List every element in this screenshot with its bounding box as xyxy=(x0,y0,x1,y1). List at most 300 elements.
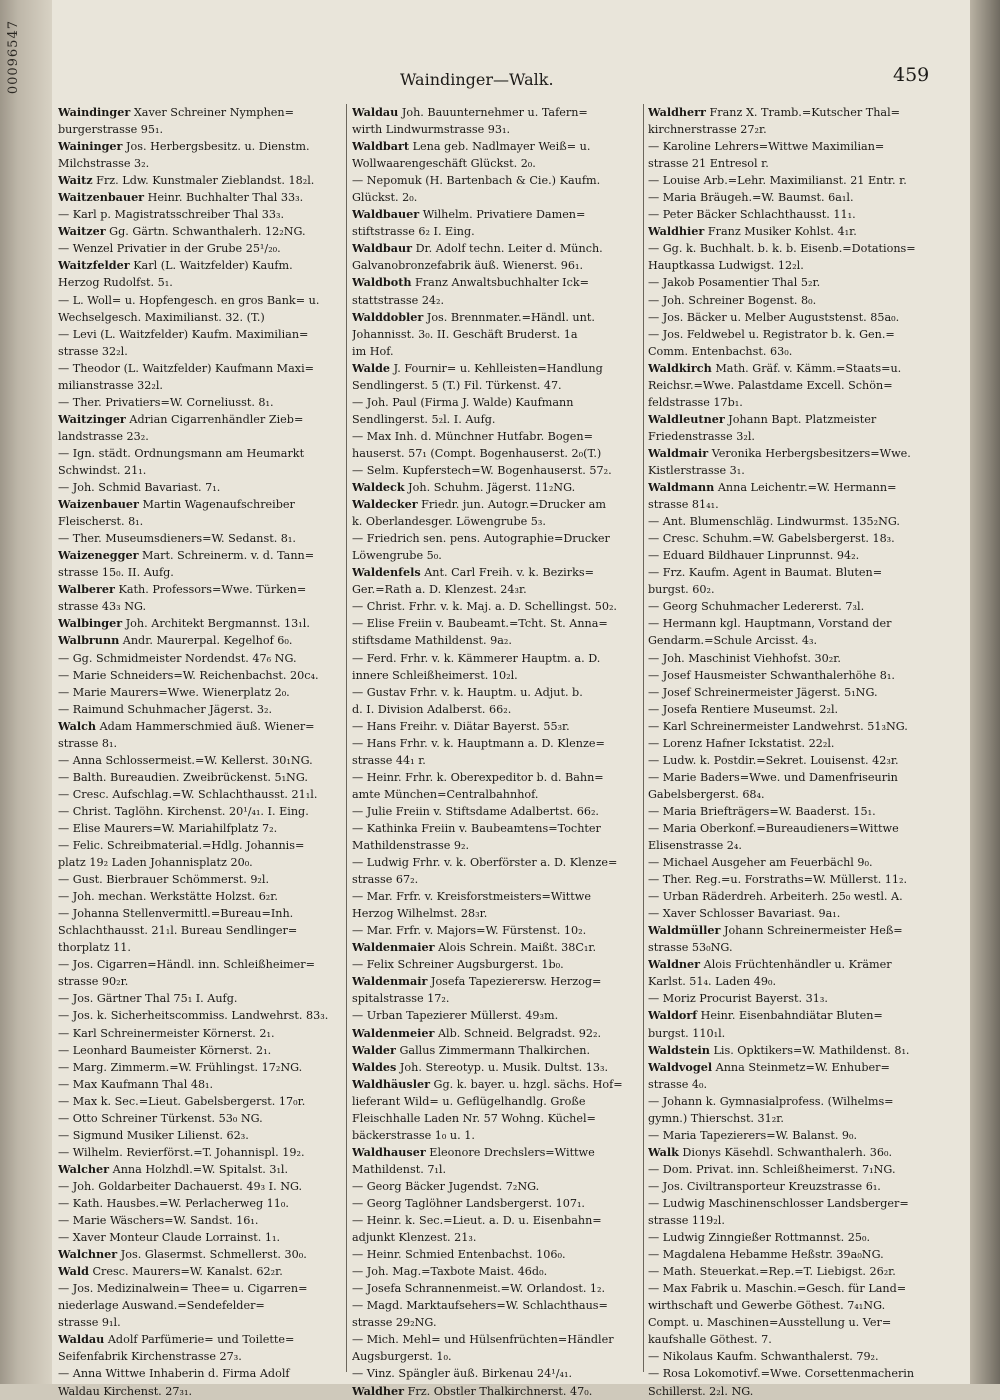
entry-text: Glückst. 2₀. xyxy=(352,191,418,205)
entry-text: — Math. Steuerkat.=Rep.=T. Liebigst. 26₂r. xyxy=(648,1265,896,1279)
directory-entry-line xyxy=(648,684,940,701)
directory-entry-line xyxy=(58,1383,350,1400)
directory-entry-line xyxy=(648,155,940,172)
surname: Waldbaur xyxy=(352,241,413,256)
directory-entry-line xyxy=(352,1059,644,1076)
directory-entry-line xyxy=(648,104,940,121)
surname: Waldhauser xyxy=(352,1144,426,1159)
directory-entry-line xyxy=(648,343,940,360)
entry-text: Wollwaarengeschäft Glückst. 2₀. xyxy=(352,157,536,171)
entry-text: strasse 53₀NG. xyxy=(648,941,733,955)
directory-entry-line xyxy=(648,803,940,820)
directory-entry-line xyxy=(648,326,940,343)
entry-text: kirchnerstrasse 27₂r. xyxy=(648,123,767,137)
directory-entry-line xyxy=(352,564,644,581)
directory-entry-line xyxy=(58,701,350,718)
entry-text: im Hof. xyxy=(352,344,394,358)
directory-entry-line xyxy=(58,786,350,803)
entry-text: — Dom. Privat. inn. Schleißheimerst. 7₁NG. xyxy=(648,1162,896,1176)
directory-entry-line xyxy=(648,394,940,411)
directory-entry-line xyxy=(58,479,350,496)
surname: Waitzenbauer xyxy=(58,190,145,205)
entry-text: — Maria Oberkonf.=Bureaudieners=Wittwe xyxy=(648,821,899,835)
entry-text: — Mar. Frfr. v. Majors=W. Fürstenst. 10₂. xyxy=(352,924,587,938)
directory-entry-line xyxy=(352,1076,644,1093)
directory-entry-line xyxy=(58,581,350,598)
directory-entry-line xyxy=(58,1314,350,1331)
surname: Waldhäusler xyxy=(352,1076,430,1091)
directory-entry-line xyxy=(352,462,644,479)
directory-entry-line xyxy=(352,1280,644,1297)
entry-text: — Nikolaus Kaufm. Schwanthalerst. 79₂. xyxy=(648,1350,879,1364)
entry-text: — Eduard Bildhauer Linprunnst. 94₂. xyxy=(648,549,860,563)
directory-entry-line xyxy=(648,138,940,155)
directory-entry-line xyxy=(58,138,350,155)
entry-text: adjunkt Klenzest. 21₃. xyxy=(352,1231,477,1245)
entry-text: Gallus Zimmermann Thalkirchen. xyxy=(395,1043,591,1057)
surname: Waldeck xyxy=(352,480,405,495)
directory-entry-line xyxy=(648,292,940,309)
entry-text: Gg. k. bayer. u. hzgl. sächs. Hof= xyxy=(430,1077,623,1091)
directory-entry-line xyxy=(58,854,350,871)
entry-text: — Jos. Civiltransporteur Kreuzstrasse 6₁. xyxy=(648,1179,881,1193)
entry-text: Andr. Maurerpal. Kegelhof 6₀. xyxy=(119,634,293,648)
entry-text: Mathildenstrasse 9₂. xyxy=(352,839,470,853)
entry-text: Heinr. Buchhalter Thal 33₃. xyxy=(144,191,304,205)
directory-entry-line xyxy=(352,888,644,905)
directory-entry-line xyxy=(648,1110,940,1127)
directory-entry-line xyxy=(58,1365,350,1382)
directory-entry-line xyxy=(648,206,940,223)
directory-entry-line xyxy=(648,496,940,513)
entry-text: k. Oberlandesger. Löwengrube 5₃. xyxy=(352,515,546,529)
entry-text: — Felix Schreiner Augsburgerst. 1b₀. xyxy=(352,958,564,972)
directory-entry-line xyxy=(58,360,350,377)
surname: Waldkirch xyxy=(648,360,712,375)
entry-text: — L. Woll= u. Hopfengesch. en gros Bank= u. xyxy=(58,293,320,307)
entry-text: — Ign. städt. Ordnungsmann am Heumarkt xyxy=(58,446,305,460)
entry-text: strasse 81₄₁. xyxy=(648,498,719,512)
directory-entry-line xyxy=(352,1195,644,1212)
entry-text: — Levi (L. Waitzfelder) Kaufm. Maximilian= xyxy=(58,327,309,341)
entry-text: — Wenzel Privatier in der Grube 25¹/₂₀. xyxy=(58,242,281,256)
entry-text: — Magd. Marktaufsehers=W. Schlachthaus= xyxy=(352,1299,608,1313)
directory-entry-line xyxy=(648,650,940,667)
entry-text: — Vinz. Spängler äuß. Birkenau 24¹/₄₁. xyxy=(352,1367,573,1381)
directory-entry-line xyxy=(58,888,350,905)
entry-text: — Peter Bäcker Schlachthausst. 11₁. xyxy=(648,208,856,222)
directory-entry-line xyxy=(648,445,940,462)
directory-entry-line xyxy=(648,1348,940,1365)
page-number: 459 xyxy=(893,64,930,86)
directory-entry-line xyxy=(352,650,644,667)
running-header: Waindinger—Walk. xyxy=(400,70,554,89)
entry-text: Jos. Herbergsbesitz. u. Dienstm. xyxy=(122,140,310,154)
entry-text: stiftsdame Mathildenst. 9a₂. xyxy=(352,634,512,648)
directory-entry-line xyxy=(58,718,350,735)
directory-entry-line xyxy=(352,479,644,496)
entry-text: strasse 21 Entresol r. xyxy=(648,157,769,171)
entry-text: Karlst. 51₄. Laden 49₀. xyxy=(648,975,777,989)
directory-entry-line xyxy=(352,121,644,138)
page-edge xyxy=(970,0,1000,1384)
directory-entry-line xyxy=(58,922,350,939)
surname: Waldbart xyxy=(352,139,410,154)
directory-entry-line xyxy=(58,343,350,360)
surname: Walberer xyxy=(58,582,115,597)
directory-entry-line xyxy=(352,718,644,735)
directory-entry-line xyxy=(648,240,940,257)
bleed-through-margin xyxy=(0,0,52,1384)
entry-text: — Jos. Feldwebel u. Registrator b. k. Gen.= xyxy=(648,327,895,341)
directory-column-1 xyxy=(58,104,350,1400)
surname: Waldorf xyxy=(648,1008,698,1023)
entry-text: — Elise Maurers=W. Mariahilfplatz 7₂. xyxy=(58,821,278,835)
directory-entry-line xyxy=(648,854,940,871)
entry-text: Johann Schreinermeister Heß= xyxy=(720,924,903,938)
entry-text: — Anna Wittwe Inhaberin d. Firma Adolf xyxy=(58,1367,290,1381)
directory-entry-line xyxy=(648,820,940,837)
entry-text: — Jos. Medizinalwein= Thee= u. Cigarren= xyxy=(58,1282,308,1296)
entry-text: Wechselgesch. Maximilianst. 32. (T.) xyxy=(58,310,265,324)
directory-entry-line xyxy=(352,360,644,377)
directory-entry-line xyxy=(352,547,644,564)
entry-text: Xaver Schreiner Nymphen= xyxy=(130,106,294,119)
entry-text: Anna Holzhdl.=W. Spitalst. 3₁l. xyxy=(109,1162,289,1176)
directory-entry-line xyxy=(352,1314,644,1331)
directory-entry-line xyxy=(352,223,644,240)
entry-text: — Joh. Paul (Firma J. Walde) Kaufmann xyxy=(352,395,574,409)
directory-entry-line xyxy=(352,752,644,769)
directory-entry-line xyxy=(648,479,940,496)
surname: Waldenmair xyxy=(352,974,428,989)
directory-entry-line xyxy=(352,973,644,990)
directory-entry-line xyxy=(648,1246,940,1263)
entry-text: — Max Inh. d. Münchner Hutfabr. Bogen= xyxy=(352,429,593,443)
surname: Waldstein xyxy=(648,1042,710,1057)
directory-entry-line xyxy=(58,394,350,411)
directory-entry-line xyxy=(352,922,644,939)
directory-entry-line xyxy=(648,598,940,615)
surname: Waldher xyxy=(352,1383,405,1398)
directory-entry-line xyxy=(58,684,350,701)
directory-entry-line xyxy=(58,564,350,581)
directory-entry-line xyxy=(58,326,350,343)
directory-entry-line xyxy=(648,189,940,206)
directory-entry-line xyxy=(648,1007,940,1024)
surname: Waldhier xyxy=(648,224,705,239)
directory-entry-line xyxy=(648,973,940,990)
directory-entry-line xyxy=(352,701,644,718)
entry-text: Schwindst. 21₁. xyxy=(58,463,147,477)
entry-text: — Moriz Procurist Bayerst. 31₃. xyxy=(648,992,828,1006)
directory-entry-line xyxy=(352,189,644,206)
directory-entry-line xyxy=(352,956,644,973)
directory-entry-line xyxy=(58,462,350,479)
entry-text: strasse 32₂l. xyxy=(58,344,128,358)
entry-text: — Friedrich sen. pens. Autographie=Drucker xyxy=(352,532,610,546)
directory-entry-line xyxy=(58,547,350,564)
entry-text: — Anna Schlossermeist.=W. Kellerst. 30₁NG. xyxy=(58,753,313,767)
directory-entry-line xyxy=(648,1076,940,1093)
entry-text: — Ludwig Zinngießer Rottmannst. 25₀. xyxy=(648,1231,870,1245)
directory-entry-line xyxy=(58,1297,350,1314)
directory-entry-line xyxy=(352,769,644,786)
directory-entry-line xyxy=(648,1093,940,1110)
entry-text: Veronika Herbergsbesitzers=Wwe. xyxy=(708,446,911,460)
directory-entry-line xyxy=(58,820,350,837)
entry-text: thorplatz 11. xyxy=(58,941,131,955)
directory-entry-line xyxy=(58,650,350,667)
directory-entry-line xyxy=(58,189,350,206)
directory-entry-line xyxy=(648,1314,940,1331)
entry-text: — Ferd. Frhr. v. k. Kämmerer Hauptm. a. D. xyxy=(352,651,601,665)
entry-text: — Joh. Mag.=Taxbote Maist. 46d₀. xyxy=(352,1265,548,1279)
directory-entry-line xyxy=(58,752,350,769)
directory-entry-line xyxy=(352,1161,644,1178)
directory-entry-line xyxy=(648,1212,940,1229)
surname: Waldboth xyxy=(352,275,412,290)
directory-entry-line xyxy=(352,615,644,632)
surname: Waldau xyxy=(352,105,399,119)
entry-text: Herzog Wilhelmst. 28₃r. xyxy=(352,907,488,921)
entry-text: Joh. Architekt Bergmannst. 13₁l. xyxy=(122,617,310,631)
entry-text: — Jos. Cigarren=Händl. inn. Schleißheimer= xyxy=(58,958,316,972)
directory-entry-line xyxy=(58,257,350,274)
directory-entry-line xyxy=(58,1212,350,1229)
directory-entry-line xyxy=(648,513,940,530)
directory-entry-line xyxy=(648,667,940,684)
entry-text: strasse 43₃ NG. xyxy=(58,600,147,614)
surname: Waldenmeier xyxy=(352,1025,435,1040)
directory-entry-line xyxy=(58,939,350,956)
entry-text: Joh. Bauunternehmer u. Tafern= xyxy=(398,106,588,119)
directory-entry-line xyxy=(352,326,644,343)
surname: Waindinger xyxy=(58,105,131,119)
entry-text: strasse 9₁l. xyxy=(58,1316,121,1330)
entry-text: Math. Gräf. v. Kämm.=Staats=u. xyxy=(711,361,902,375)
directory-entry-line xyxy=(58,735,350,752)
directory-entry-line xyxy=(58,1007,350,1024)
entry-text: Compt. u. Maschinen=Ausstellung u. Ver= xyxy=(648,1316,892,1330)
directory-entry-line xyxy=(352,1110,644,1127)
directory-entry-line xyxy=(648,223,940,240)
entry-text: — Heinr. Frhr. k. Oberexpeditor b. d. Bahn= xyxy=(352,770,604,784)
directory-entry-line xyxy=(648,735,940,752)
entry-text: — Joh. Schmid Bavariast. 7₁. xyxy=(58,481,221,495)
entry-text: — Josefa Schrannenmeist.=W. Orlandost. 1₂. xyxy=(352,1282,606,1296)
entry-text: bäckerstrasse 1₀ u. 1. xyxy=(352,1128,475,1142)
directory-entry-line xyxy=(58,513,350,530)
directory-entry-line xyxy=(352,1025,644,1042)
entry-text: Gg. Gärtn. Schwanthalerh. 12₂NG. xyxy=(105,225,306,239)
directory-entry-line xyxy=(352,1383,644,1400)
surname: Waldmüller xyxy=(648,923,721,938)
entry-text: strasse 29₂NG. xyxy=(352,1316,437,1330)
entry-text: Ger.=Rath a. D. Klenzest. 24₃r. xyxy=(352,583,527,597)
directory-entry-line xyxy=(352,206,644,223)
directory-entry-line xyxy=(648,547,940,564)
entry-text: Adrian Cigarrenhändler Zieb= xyxy=(125,412,304,426)
entry-text: Seifenfabrik Kirchenstrasse 27₃. xyxy=(58,1350,242,1364)
entry-text: hauserst. 57₁ (Compt. Bogenhauserst. 2₀(T.) xyxy=(352,446,602,460)
directory-entry-line xyxy=(58,632,350,649)
entry-text: — Jos. k. Sicherheitscommiss. Landwehrst. 83₃. xyxy=(58,1009,329,1023)
directory-entry-line xyxy=(648,1042,940,1059)
entry-text: — Felic. Schreibmaterial.=Hdlg. Johannis= xyxy=(58,839,305,853)
directory-entry-line xyxy=(58,445,350,462)
directory-entry-line xyxy=(58,104,350,121)
directory-entry-line xyxy=(58,309,350,326)
directory-entry-line xyxy=(58,1076,350,1093)
directory-entry-line xyxy=(58,1144,350,1161)
entry-text: — Ther. Privatiers=W. Corneliusst. 8₁. xyxy=(58,395,274,409)
entry-text: — Johann k. Gymnasialprofess. (Wilhelms= xyxy=(648,1094,894,1108)
directory-entry-line xyxy=(352,292,644,309)
entry-text: Dionys Käsehdl. Schwanthalerh. 36₀. xyxy=(678,1145,893,1159)
directory-entry-line xyxy=(352,104,644,121)
directory-entry-line xyxy=(58,598,350,615)
entry-text: Martin Wagenaufschreiber xyxy=(138,498,295,512)
directory-entry-line xyxy=(648,274,940,291)
directory-entry-line xyxy=(58,223,350,240)
directory-entry-line xyxy=(648,564,940,581)
directory-entry-line xyxy=(648,888,940,905)
directory-entry-line xyxy=(58,496,350,513)
entry-text: — Michael Ausgeher am Feuerbächl 9₀. xyxy=(648,856,873,870)
directory-entry-line xyxy=(352,1229,644,1246)
entry-text: — Mar. Frfr. v. Kreisforstmeisters=Wittwe xyxy=(352,890,591,904)
entry-text: — Hermann kgl. Hauptmann, Vorstand der xyxy=(648,617,892,631)
entry-text: Waldau Kirchenst. 27₃₁. xyxy=(58,1384,193,1398)
entry-text: Johannisst. 3₀. II. Geschäft Bruderst. 1a xyxy=(352,327,578,341)
directory-entry-line xyxy=(648,939,940,956)
directory-entry-line xyxy=(352,581,644,598)
entry-text: Anna Steinmetz=W. Enhuber= xyxy=(712,1060,890,1074)
entry-text: — Gustav Frhr. v. k. Hauptm. u. Adjut. b. xyxy=(352,685,583,699)
directory-entry-line xyxy=(648,615,940,632)
directory-entry-line xyxy=(58,1246,350,1263)
surname: Walk xyxy=(648,1144,679,1159)
directory-entry-line xyxy=(648,462,940,479)
directory-entry-line xyxy=(352,820,644,837)
directory-entry-line xyxy=(352,1212,644,1229)
entry-text: strasse 15₀. II. Aufg. xyxy=(58,566,174,580)
entry-text: — Georg Taglöhner Landsbergerst. 107₁. xyxy=(352,1197,585,1210)
entry-text: Herzog Rudolfst. 5₁. xyxy=(58,276,173,290)
entry-text: — Christ. Frhr. v. k. Maj. a. D. Schellingst. 50₂. xyxy=(352,600,617,614)
surname: Walcher xyxy=(58,1161,110,1176)
directory-entry-line xyxy=(352,990,644,1007)
surname: Waldau xyxy=(58,1332,105,1347)
entry-text: — Georg Schuhmacher Ledererst. 7₃l. xyxy=(648,600,865,614)
entry-text: — Marie Baders=Wwe. und Damenfriseurin xyxy=(648,770,898,784)
directory-entry-line xyxy=(352,1263,644,1280)
entry-text: Reichsr.=Wwe. Palastdame Excell. Schön= xyxy=(648,378,893,392)
directory-entry-line xyxy=(58,1178,350,1195)
entry-text: Jos. Glasermst. Schmellerst. 30₀. xyxy=(117,1248,307,1262)
directory-entry-line xyxy=(58,1161,350,1178)
directory-entry-line xyxy=(352,735,644,752)
directory-entry-line xyxy=(58,1331,350,1348)
directory-entry-line xyxy=(648,1195,940,1212)
directory-column-2 xyxy=(352,104,644,1400)
surname: Waldmair xyxy=(648,445,709,460)
entry-text: wirthschaft und Gewerbe Göthest. 7₄₁NG. xyxy=(648,1299,886,1313)
directory-entry-line xyxy=(352,377,644,394)
entry-text: — Urban Räderdreh. Arbeiterh. 25₀ westl. A. xyxy=(648,890,903,904)
entry-text: — Joh. Schreiner Bogenst. 8₀. xyxy=(648,293,817,307)
entry-text: — Rosa Lokomotivf.=Wwe. Corsettenmacherin xyxy=(648,1367,915,1381)
entry-text: Alois Früchtenhändler u. Krämer xyxy=(700,958,892,972)
entry-text: Joh. Stereotyp. u. Musik. Dultst. 13₃. xyxy=(396,1060,609,1074)
entry-text: Comm. Entenbachst. 63₀. xyxy=(648,344,793,358)
surname: Walch xyxy=(58,718,97,733)
directory-entry-line xyxy=(58,769,350,786)
entry-text: Frz. Ldw. Kunstmaler Zieblandst. 18₂l. xyxy=(92,174,315,188)
entry-text: Jos. Brennmater.=Händl. unt. xyxy=(423,310,595,324)
entry-text: — Leonhard Baumeister Körnerst. 2₁. xyxy=(58,1043,272,1057)
entry-text: burgerstrasse 95₁. xyxy=(58,123,164,137)
entry-text: — Joh. Maschinist Viehhofst. 30₂r. xyxy=(648,651,841,665)
entry-text: stattstrasse 24₂. xyxy=(352,293,445,307)
directory-entry-line xyxy=(648,1161,940,1178)
directory-entry-line xyxy=(352,445,644,462)
entry-text: — Jos. Gärtner Thal 75₁ I. Aufg. xyxy=(58,992,238,1006)
surname: Waldherr xyxy=(648,105,706,119)
directory-entry-line xyxy=(58,1195,350,1212)
directory-entry-line xyxy=(352,684,644,701)
entry-text: — Otto Schreiner Türkenst. 53₀ NG. xyxy=(58,1111,263,1125)
entry-text: — Heinr. Schmied Entenbachst. 106₀. xyxy=(352,1248,566,1262)
entry-text: J. Fournir= u. Kehlleisten=Handlung xyxy=(390,361,603,375)
directory-entry-line xyxy=(58,1263,350,1280)
entry-text: — Ludwig Maschinenschlosser Landsberger= xyxy=(648,1197,909,1210)
directory-entry-line xyxy=(352,632,644,649)
directory-entry-line xyxy=(58,292,350,309)
directory-entry-line xyxy=(352,667,644,684)
directory-entry-line xyxy=(648,905,940,922)
surname: Walder xyxy=(352,1042,396,1057)
directory-entry-line xyxy=(648,581,940,598)
directory-entry-line xyxy=(648,1297,940,1314)
entry-text: Franz X. Tramb.=Kutscher Thal= xyxy=(705,106,901,119)
directory-entry-line xyxy=(648,990,940,1007)
entry-text: — Kathinka Freiin v. Baubeamtens=Tochter xyxy=(352,821,601,835)
entry-text: landstrasse 23₂. xyxy=(58,429,149,443)
directory-entry-line xyxy=(648,121,940,138)
entry-text: — Kath. Hausbes.=W. Perlacherweg 11₀. xyxy=(58,1197,289,1210)
entry-text: Gendarm.=Schule Arcisst. 4₃. xyxy=(648,634,818,648)
entry-text: Wilhelm. Privatiere Damen= xyxy=(419,208,586,222)
entry-text: — Marie Schneiders=W. Reichenbachst. 20c₄. xyxy=(58,668,319,682)
entry-text: — Heinr. k. Sec.=Lieut. a. D. u. Eisenbahn= xyxy=(352,1214,602,1228)
entry-text: — Raimund Schuhmacher Jägerst. 3₂. xyxy=(58,702,273,716)
directory-entry-line xyxy=(648,718,940,735)
entry-text: — Hans Freihr. v. Diätar Bayerst. 55₃r. xyxy=(352,719,570,733)
entry-text: Eleonore Drechslers=Wittwe xyxy=(425,1145,595,1159)
entry-text: Sendlingerst. 5₂l. I. Aufg. xyxy=(352,412,496,426)
directory-entry-line xyxy=(352,1365,644,1382)
entry-text: Lis. Opktikers=W. Mathildenst. 8₁. xyxy=(709,1043,910,1057)
directory-entry-line xyxy=(352,871,644,888)
directory-entry-line xyxy=(58,1229,350,1246)
entry-text: — Louise Arb.=Lehr. Maximilianst. 21 Entr. r. xyxy=(648,174,907,188)
directory-entry-line xyxy=(648,309,940,326)
entry-text: — Ther. Museumsdieners=W. Sedanst. 8₁. xyxy=(58,532,296,546)
entry-text: — Karl Schreinermeister Landwehrst. 51₃NG. xyxy=(648,719,908,733)
directory-entry-line xyxy=(58,240,350,257)
